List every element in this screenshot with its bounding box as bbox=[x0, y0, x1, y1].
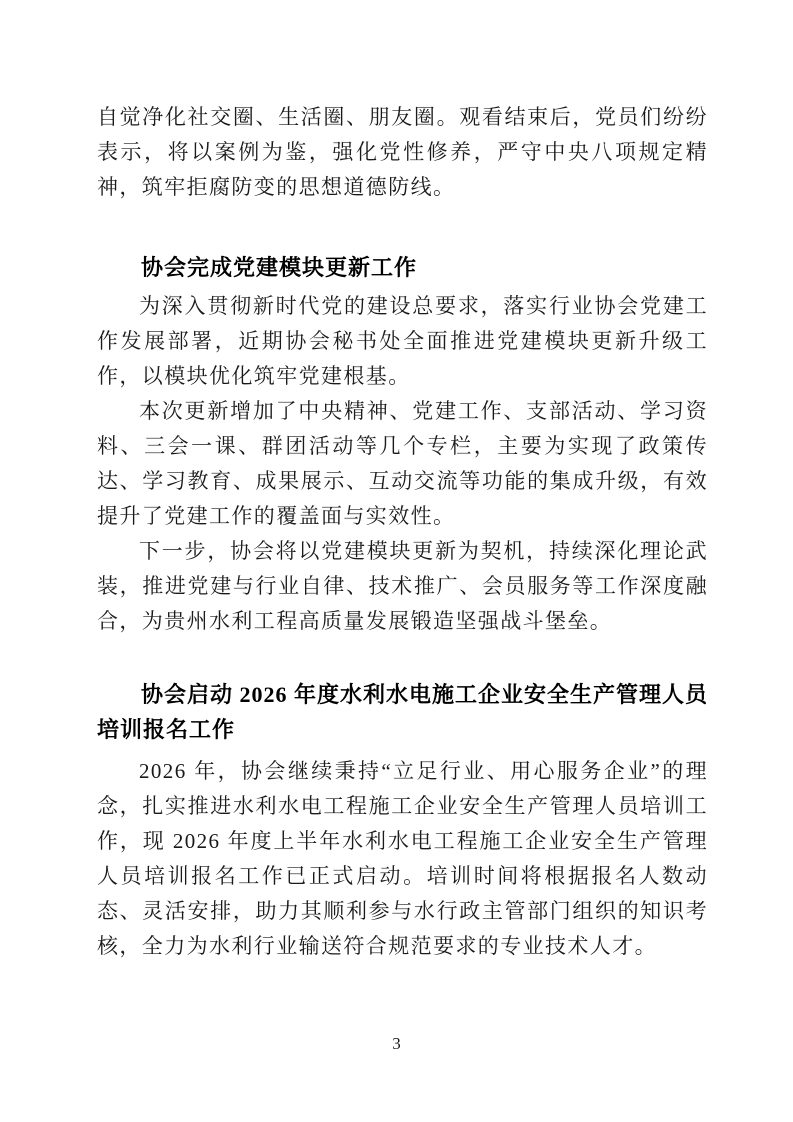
section2-paragraph-1: 2026 年，协会继续秉持“立足行业、用心服务企业”的理念，扎实推进水利水电工程施工企业安全生产管理人员培训工作，现 2026 年度上半年水利水电工程施工企业安全生产管理人员培训报名工作已正式启动。培训时间将根据报名人数动态、灵活安排，助力其顺利参与水行政主管部门组织的知识考核，全力为水利行业输送符合规范要求的专业技术人才。 bbox=[97, 759, 708, 958]
document-body bbox=[97, 0, 708, 964]
section1-paragraph-3: 下一步，协会将以党建模块更新为契机，持续深化理论武装，推进党建与行业自律、技术推广、会员服务等工作深度融合，为贵州水利工程高质量发展锻造坚强战斗堡垒。 bbox=[97, 539, 708, 633]
section1-paragraph-2: 本次更新增加了中央精神、党建工作、支部活动、学习资料、三会一课、群团活动等几个专栏，主要为实现了政策传达、学习教育、成果展示、互动交流等功能的集成升级，有效提升了党建工作的覆盖面与实效性。 bbox=[97, 399, 708, 528]
page-number: 3 bbox=[392, 1034, 401, 1053]
section1-paragraph-1: 为深入贯彻新时代党的建设总要求，落实行业协会党建工作发展部署，近期协会秘书处全面推进党建模块更新升级工作，以模块优化筑牢党建根基。 bbox=[97, 294, 708, 388]
continuation-paragraph: 自觉净化社交圈、生活圈、朋友圈。观看结束后，党员们纷纷表示，将以案例为鉴，强化党性修养，严守中央八项规定精神，筑牢拒腐防变的思想道德防线。 bbox=[97, 105, 708, 199]
section-heading-party-module-update: 协会完成党建模块更新工作 bbox=[141, 255, 418, 280]
section-heading-training-registration: 协会启动 2026 年度水利水电施工企业安全生产管理人员培训报名工作 bbox=[97, 682, 709, 742]
